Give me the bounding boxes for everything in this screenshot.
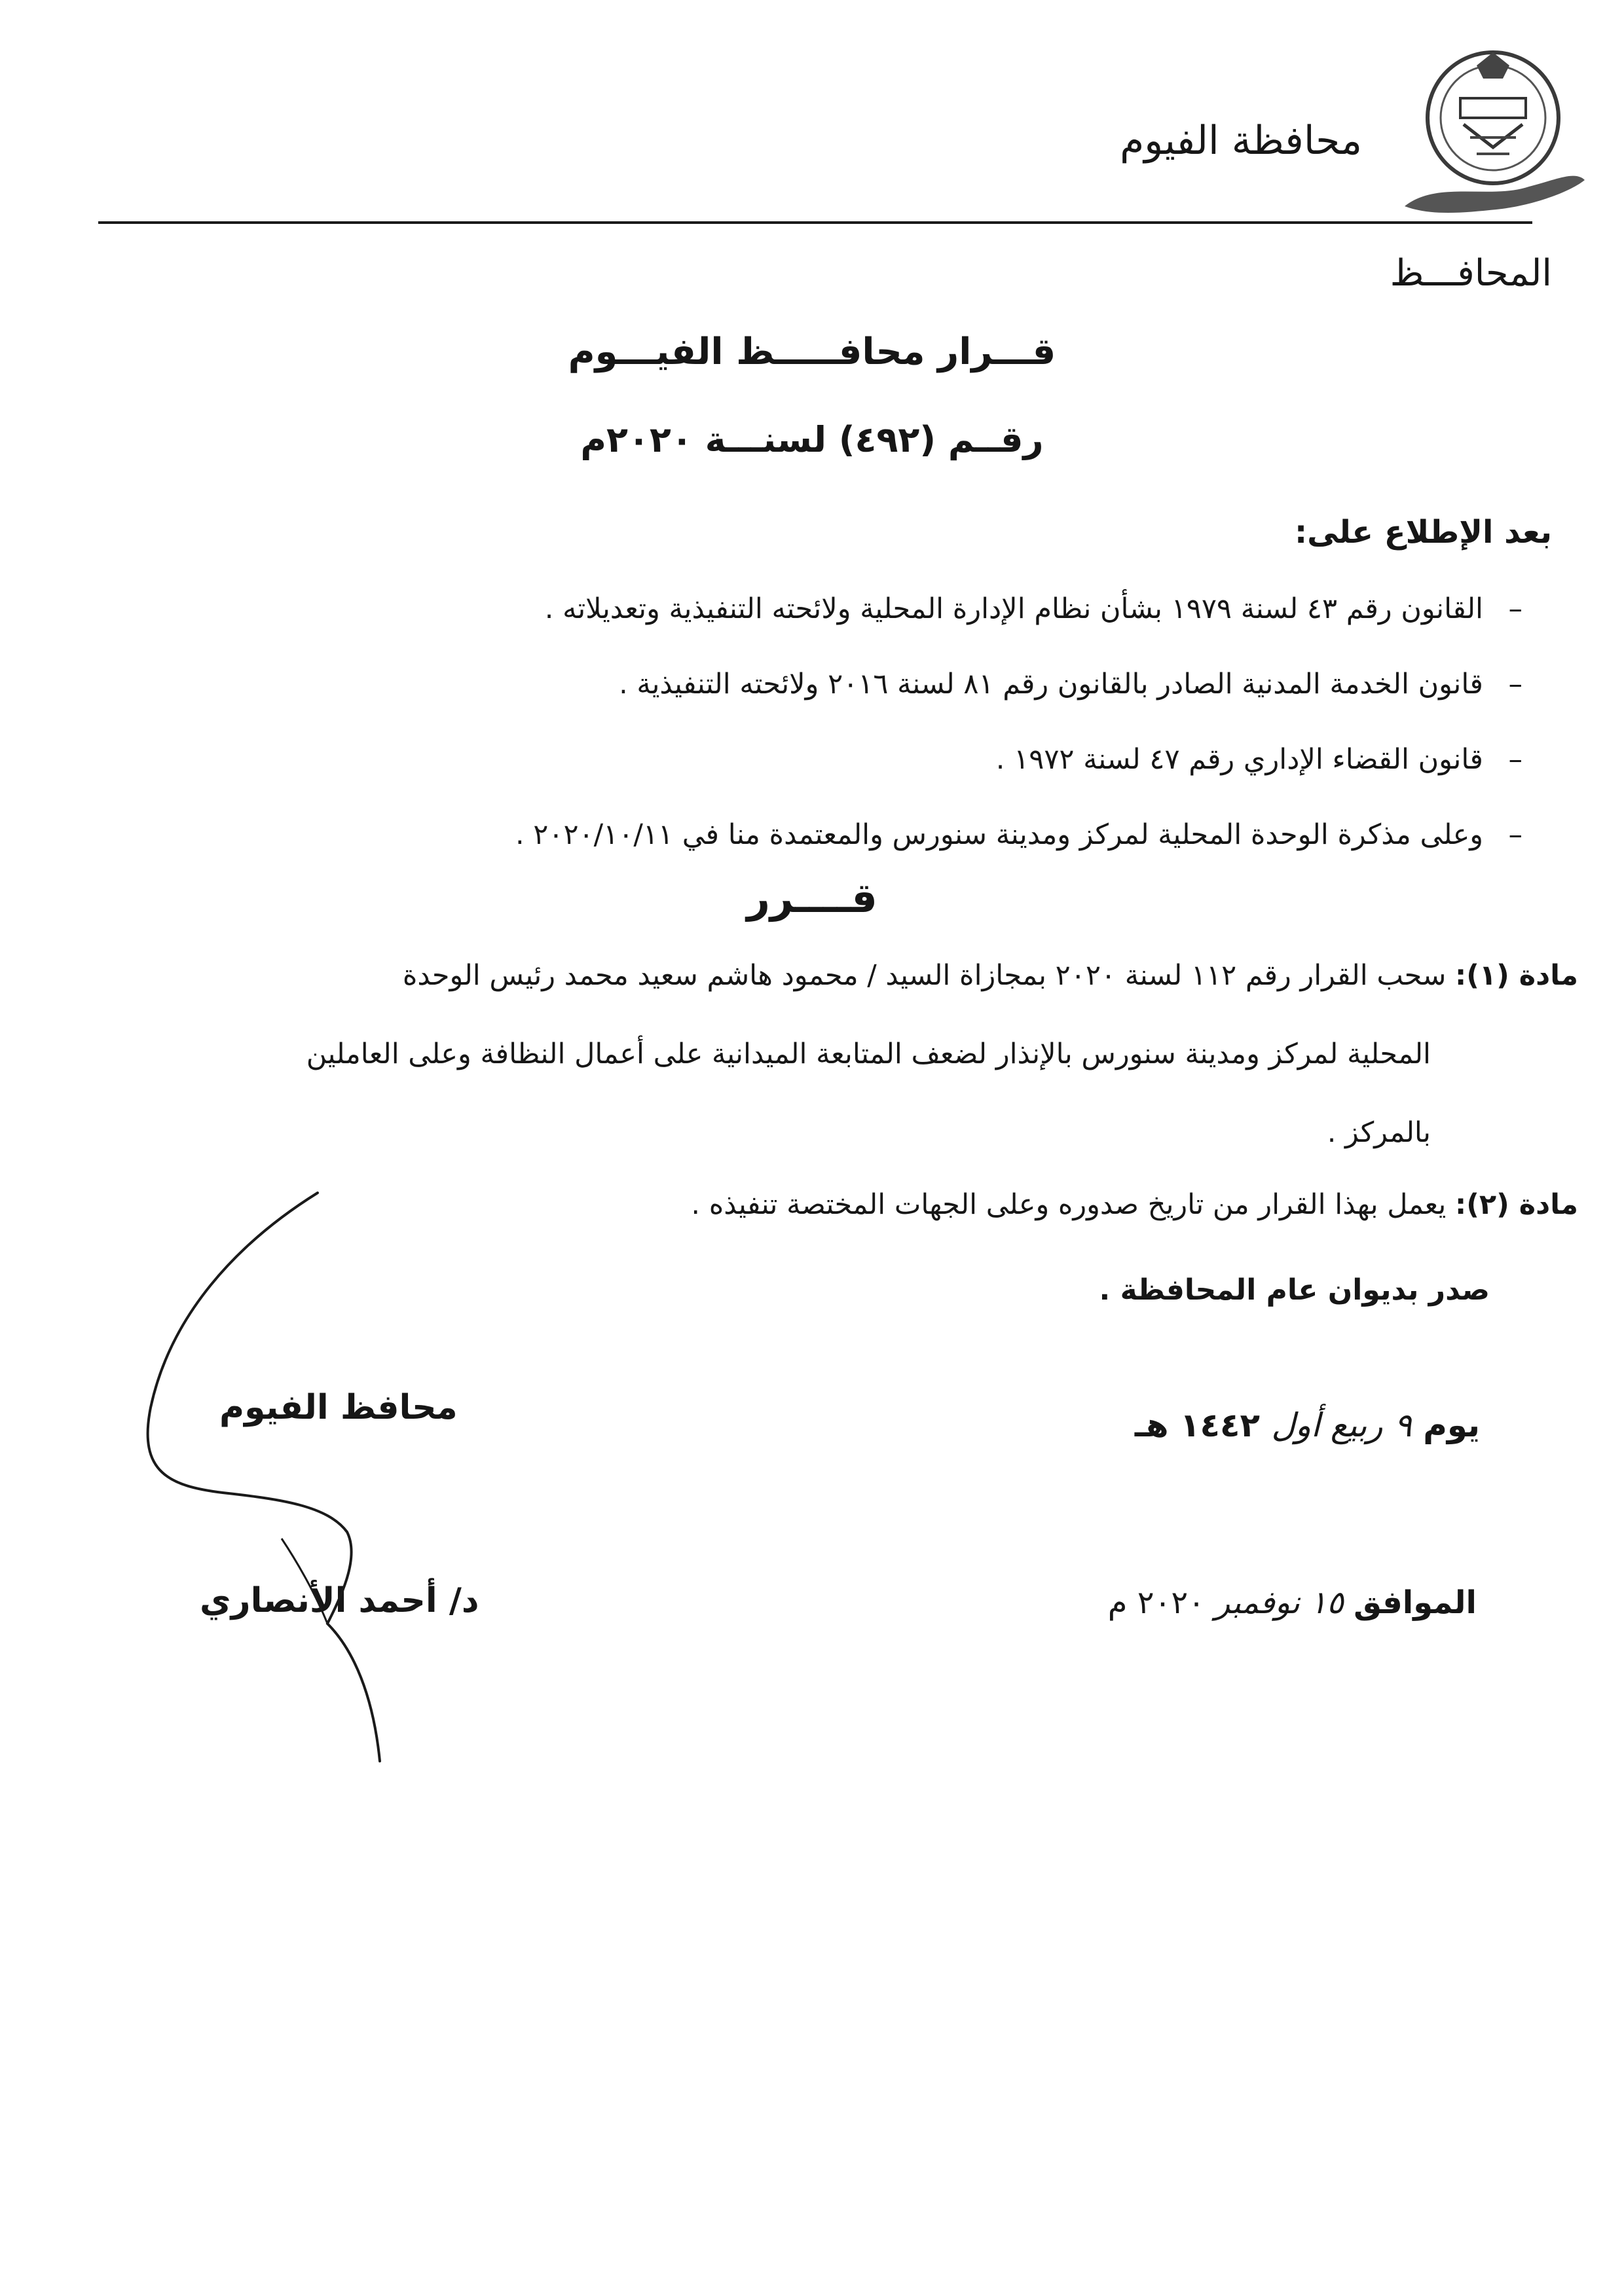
reference-item: –وعلى مذكرة الوحدة المحلية لمركز ومدينة سنورس والمعتمدة منا في ٢٠٢٠/١٠/١١ .: [515, 818, 1522, 851]
preamble-heading: بعد الإطلاع على:: [1294, 514, 1552, 551]
decision-title: قـــرار محافـــــظ الفيـــوم: [568, 331, 1056, 373]
reference-item: –قانون القضاء الإداري رقم ٤٧ لسنة ١٩٧٢ .: [995, 743, 1522, 776]
governor-label: المحافـــظ: [1390, 252, 1552, 295]
governorate-header-title: محافظة الفيوم: [1120, 118, 1362, 164]
signatory-name: د/ أحمد الأنصاري: [200, 1581, 479, 1620]
article-1-line-1: مادة (١): سحب القرار رقم ١١٢ لسنة ٢٠٢٠ بمجازاة السيد / محمود هاشم سعيد محمد رئيس الوحدة: [402, 959, 1578, 992]
handwritten-day: ١٥: [1310, 1584, 1344, 1621]
list-dash: –: [1508, 818, 1522, 851]
list-dash: –: [1508, 592, 1522, 625]
reference-item: –القانون رقم ٤٣ لسنة ١٩٧٩ بشأن نظام الإدارة المحلية ولائحته التنفيذية وتعديلاته .: [544, 592, 1522, 625]
article-1-line-3: بالمركز .: [1327, 1116, 1431, 1149]
handwritten-month: نوفمبر: [1215, 1584, 1300, 1621]
handwritten-signature: [131, 1192, 458, 1768]
article-1-line-2: المحلية لمركز ومدينة سنورس بالإنذار لضعف المتابعة الميدانية على أعمال النظافة وعلى العاملين: [306, 1038, 1431, 1070]
list-dash: –: [1508, 743, 1522, 776]
gregorian-date: الموافق ١٥ نوفمبر ٢٠٢٠ م: [1107, 1584, 1477, 1621]
reference-item: –قانون الخدمة المدنية الصادر بالقانون رقم ٨١ لسنة ٢٠١٦ ولائحته التنفيذية .: [619, 668, 1522, 701]
handwritten-month: ربيع أول: [1271, 1406, 1383, 1444]
article-1-label: مادة (١):: [1455, 959, 1578, 992]
hijri-date: يوم ٩ ربيع أول ١٤٤٢ هـ: [1134, 1406, 1480, 1444]
article-2-label: مادة (٢):: [1455, 1188, 1578, 1221]
decision-heading: قــــرر: [747, 874, 877, 922]
governorate-emblem-logo: [1398, 39, 1588, 223]
header-divider: [98, 221, 1532, 224]
handwritten-day: ٩: [1393, 1406, 1412, 1444]
decision-number: رقــم (٤٩٢) لسنـــة ٢٠٢٠م: [580, 419, 1044, 460]
article-2-line-1: مادة (٢): يعمل بهذا القرار من تاريخ صدوره وعلى الجهات المختصة تنفيذه .: [691, 1188, 1578, 1221]
signatory-title: محافظ الفيوم: [219, 1388, 458, 1427]
list-dash: –: [1508, 668, 1522, 701]
issued-statement: صدر بديوان عام المحافظة .: [1099, 1273, 1490, 1307]
